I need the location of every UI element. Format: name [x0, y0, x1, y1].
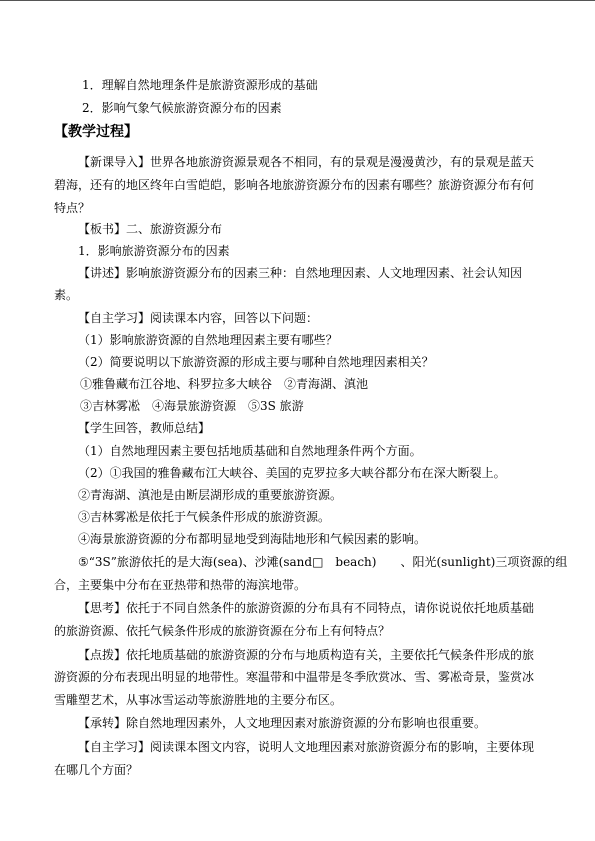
paragraph-line: 【承转】除自然地理因素外，人文地理因素对旅游资源的分布影响也很重要。	[78, 716, 487, 730]
paragraph-line: ⑤“3S”旅游依托的是大海(sea)、沙滩(sand□ beach) 、阳光(sunlight)三项资源的组	[78, 555, 568, 569]
paragraph-line: 素。	[54, 288, 79, 302]
paragraph-line: （1）影响旅游资源的自然地理因素主要有哪些？	[78, 333, 338, 347]
paragraph-line: 雪雕塑艺术，从事冰雪运动等旅游胜地的主要分布区。	[54, 693, 343, 707]
paragraph-line: ③吉林雾凇是依托于气候条件形成的旅游资源。	[78, 510, 331, 524]
paragraph-line: ③吉林雾凇 ④海景旅游资源 ⑤3S 旅游	[80, 399, 304, 413]
paragraph-line: 【点拨】依托地质基础的旅游资源的分布与地质构造有关，主要依托气候条件形成的旅	[78, 648, 535, 662]
paragraph-line: ①雅鲁藏布江谷地、科罗拉多大峡谷 ②青海湖、滇池	[80, 377, 369, 391]
paragraph-line: 的旅游资源、依托气候条件形成的旅游资源在分布上有何特点？	[54, 624, 391, 638]
paragraph-line: 【板书】二、旅游资源分布	[78, 222, 223, 236]
paragraph-line: 游资源的分布表现出明显的地带性。寒温带和中温带是冬季欣赏冰、雪、雾凇奇景，鉴赏冰	[54, 670, 535, 684]
paragraph-line: 【自主学习】阅读课本图文内容，说明人文地理因素对旅游资源分布的影响，主要体现	[78, 740, 535, 754]
page-top-border	[0, 0, 595, 1]
paragraph-line: 【讲述】影响旅游资源分布的因素三种：自然地理因素、人文地理因素、社会认知因	[78, 266, 523, 280]
paragraph-line: 合，主要集中分布在亚热带和热带的海滨地带。	[54, 578, 307, 592]
paragraph-line: 【思考】依托于不同自然条件的旅游资源的分布具有不同特点，请你说说依托地质基础	[78, 601, 535, 615]
paragraph-line: 【自主学习】阅读课本内容，回答以下问题：	[78, 311, 319, 325]
paragraph-line: ②青海湖、滇池是由断层湖形成的重要旅游资源。	[78, 488, 343, 502]
paragraph-line: 在哪几个方面？	[54, 763, 139, 777]
paragraph-line: 特点？	[54, 201, 91, 215]
paragraph-line: （2）简要说明以下旅游资源的形成主要与哪种自然地理因素相关？	[78, 355, 434, 369]
paragraph-line: 【新课导入】世界各地旅游资源景观各不相同，有的景观是漫漫黄沙，有的景观是蓝天	[78, 155, 535, 169]
paragraph-line: 1．影响旅游资源分布的因素	[78, 244, 230, 258]
section-title: 【教学过程】	[54, 124, 138, 140]
paragraph-line: 碧海，还有的地区终年白雪皑皑，影响各地旅游资源分布的因素有哪些？旅游资源分布有何	[54, 178, 535, 192]
paragraph-line: ④海景旅游资源的分布都明显地受到海陆地形和气候因素的影响。	[78, 532, 427, 546]
paragraph-line: 【学生回答，教师总结】	[78, 421, 211, 435]
objective-1: 1．理解自然地理条件是旅游资源形成的基础	[82, 78, 318, 92]
paragraph-line: （1）自然地理因素主要包括地质基础和自然地理条件两个方面。	[78, 444, 422, 458]
objective-2: 2．影响气象气候旅游资源分布的因素	[82, 101, 282, 115]
paragraph-line: （2）①我国的雅鲁藏布江大峡谷、美国的克罗拉多大峡谷都分布在深大断裂上。	[78, 466, 506, 480]
